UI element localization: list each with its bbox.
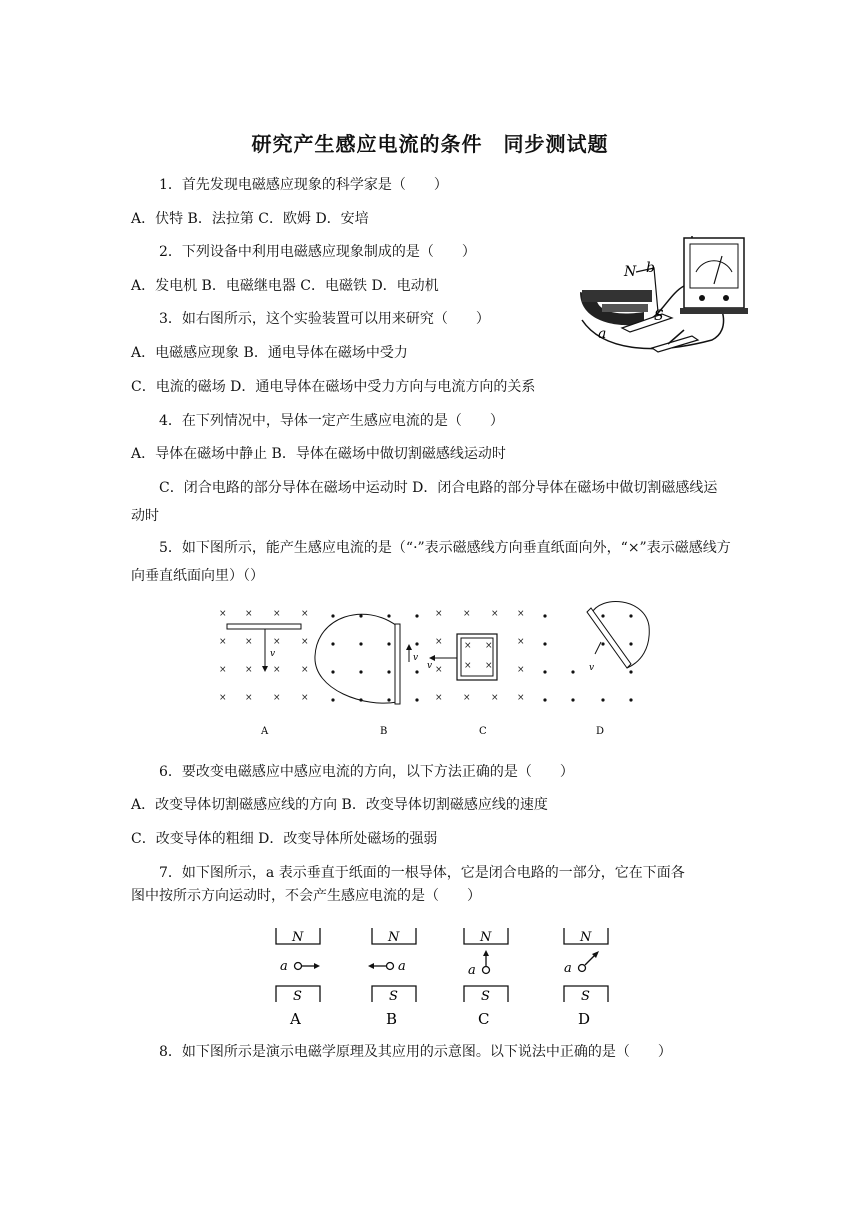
svg-text:×: ×: [491, 693, 499, 703]
b-south-label: S: [389, 989, 398, 1004]
question-5: 5．如下图所示，能产生感应电流的是（“·”表示磁感线方向垂直纸面向外，“×”表示磁感线方向垂直纸面向里）（）: [131, 540, 731, 584]
a-conductor-label: a: [280, 959, 288, 974]
question-7-line-2: 图中按所示方向运动时，不会产生感应电流的是（ ）: [131, 888, 481, 904]
option-label-d: D: [578, 1010, 591, 1028]
label-b: b: [646, 260, 655, 276]
question-2-options: A．发电机 B．电磁继电器 C．电磁铁 D．电动机: [131, 278, 439, 294]
svg-text:×: ×: [273, 609, 281, 619]
velocity-label-d: v: [589, 663, 595, 673]
velocity-label-b: v: [413, 653, 419, 663]
label-n: N: [624, 264, 637, 280]
svg-text:×: ×: [273, 665, 281, 675]
svg-text:×: ×: [517, 665, 525, 675]
question-6-options-2: C．改变导体的粗细 D．改变导体所处磁场的强弱: [131, 831, 438, 847]
experiment-apparatus-figure: [572, 232, 748, 362]
question-4-options-2: C．闭合电路的部分导体在磁场中运动时 D．闭合电路的部分导体在磁场中做切割磁感线运动时: [131, 480, 718, 524]
d-north-label: N: [580, 930, 592, 945]
question-3-options-2: C．电流的磁场 D．通电导体在磁场中受力方向与电流方向的关系: [131, 379, 536, 395]
option-label-b: B: [386, 1010, 398, 1028]
svg-text:×: ×: [517, 693, 525, 703]
b-north-label: N: [388, 930, 400, 945]
question-6-options-1: A．改变导体切割磁感应线的方向 B．改变导体切割磁感应线的速度: [131, 797, 548, 813]
question-1: 1．首先发现电磁感应现象的科学家是（ ）: [159, 177, 448, 193]
question-3-options-1: A．电磁感应现象 B．通电导体在磁场中受力: [131, 345, 408, 361]
svg-text:×: ×: [219, 693, 227, 703]
svg-text:×: ×: [301, 609, 309, 619]
svg-text:×: ×: [245, 637, 253, 647]
svg-text:×: ×: [485, 641, 493, 651]
option-label-a: A: [290, 1010, 301, 1028]
d-conductor-label: a: [564, 961, 572, 976]
d-south-label: S: [581, 989, 590, 1004]
question-6: 6．要改变电磁感应中感应电流的方向，以下方法正确的是（ ）: [159, 764, 574, 780]
panel-label-a: A: [261, 726, 269, 737]
svg-text:×: ×: [219, 665, 227, 675]
question-3: 3．如右图所示，这个实验装置可以用来研究（ ）: [159, 311, 490, 327]
svg-text:×: ×: [464, 661, 472, 671]
panel-label-d: D: [596, 726, 605, 737]
b-conductor-label: a: [398, 959, 406, 974]
magnetic-field-figure: [205, 596, 665, 746]
question-2: 2．下列设备中利用电磁感应现象制成的是（ ）: [159, 244, 476, 260]
a-north-label: N: [292, 930, 304, 945]
panel-label-b: B: [380, 726, 388, 737]
velocity-label-a: v: [270, 649, 276, 659]
svg-text:×: ×: [463, 693, 471, 703]
svg-text:×: ×: [273, 693, 281, 703]
svg-text:×: ×: [435, 665, 443, 675]
c-north-label: N: [480, 930, 492, 945]
svg-text:×: ×: [301, 637, 309, 647]
option-label-c: C: [478, 1010, 490, 1028]
svg-text:×: ×: [219, 637, 227, 647]
svg-text:×: ×: [464, 641, 472, 651]
svg-text:×: ×: [485, 661, 493, 671]
c-south-label: S: [481, 989, 490, 1004]
panel-label-c: C: [479, 726, 487, 737]
question-1-options: A．伏特 B．法拉第 C．欧姆 D．安培: [131, 211, 369, 227]
svg-text:×: ×: [245, 693, 253, 703]
question-8: 8．如下图所示是演示电磁学原理及其应用的示意图。以下说法中正确的是（ ）: [159, 1044, 672, 1060]
svg-text:×: ×: [301, 693, 309, 703]
question-4-options-1: A．导体在磁场中静止 B．导体在磁场中做切割磁感线运动时: [131, 446, 506, 462]
conductor-motion-figure: [268, 924, 618, 1028]
svg-text:×: ×: [273, 637, 281, 647]
velocity-label-c: v: [427, 661, 433, 671]
svg-text:×: ×: [517, 637, 525, 647]
svg-text:×: ×: [435, 693, 443, 703]
svg-text:×: ×: [463, 609, 471, 619]
svg-text:×: ×: [435, 637, 443, 647]
svg-text:×: ×: [219, 609, 227, 619]
a-south-label: S: [293, 989, 302, 1004]
svg-text:×: ×: [435, 609, 443, 619]
page-title: 研究产生感应电流的条件 同步测试题: [251, 132, 609, 156]
label-s: S: [654, 308, 664, 324]
svg-text:×: ×: [301, 665, 309, 675]
label-a: a: [598, 326, 607, 342]
svg-text:×: ×: [245, 609, 253, 619]
c-conductor-label: a: [468, 963, 476, 978]
svg-text:×: ×: [491, 609, 499, 619]
svg-text:×: ×: [245, 665, 253, 675]
svg-text:×: ×: [517, 609, 525, 619]
question-4: 4．在下列情况中，导体一定产生感应电流的是（ ）: [159, 413, 504, 429]
question-7-line-1: 7．如下图所示，a 表示垂直于纸面的一根导体，它是闭合电路的一部分，它在下面各: [159, 865, 685, 881]
